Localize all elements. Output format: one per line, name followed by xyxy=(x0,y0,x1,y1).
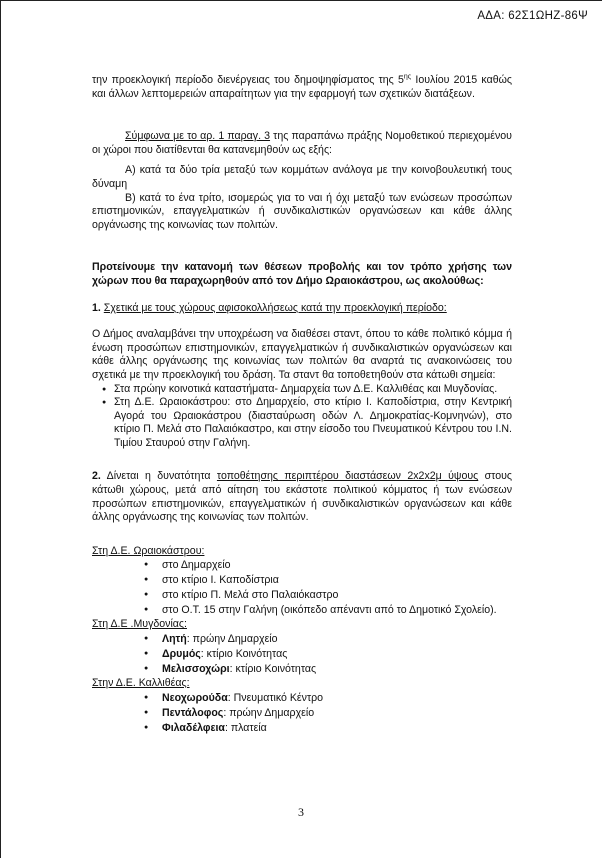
section1-body: Ο Δήμος αναλαμβάνει την υποχρέωση να διαθέσει σταντ, όπου το κάθε πολιτικό κόμμα ή ένωση προσώπων επιστημονικών, επαγγελματικών ή συνδικαλιστικών οργανώσεων και κάθε άλλης οργάνωσης της κοινωνίας των πολιτών θα αναρτά τις ανακοινώσεις του σχετικά με την προεκλογική του δράση. Τα σταντ θα τοποθετηθούν στα κάτωθι σημεία: xyxy=(92,328,512,381)
area-heading-oraiokastro: Στη Δ.Ε. Ωραιοκάστρου: xyxy=(92,544,205,557)
area-list-oraiokastro xyxy=(144,558,512,617)
option-b: Β) κατά το ένα τρίτο, ισομερώς για το ναι ή όχι μεταξύ των ενώσεων προσώπων επιστημονικών, επαγγελματικών ή συνδικαλιστικών οργανώσεων και κάθε άλλης οργάνωσης της κοινωνίας των πολιτών. xyxy=(92,191,512,231)
section2-paragraph: 2. Δίνεται η δυνατότητα τοποθέτησης περιπτέρου διαστάσεων 2x2x2μ ύψους στους κάτωθι χώρους, μετά από αίτηση του εκάστοτε πολιτικού κόμματος ή των ενώσεων προσώπων επιστημονικών, επαγγελματικών ή συνδικαλιστικών οργανώσεων και κάθε άλλης οργάνωσης της κοινωνίας των πολιτών. xyxy=(92,470,512,524)
list-item: ● στο Ο.Τ. 15 στην Γαλήνη (οικόπεδο απέναντι από το Δημοτικό Σχολείο). xyxy=(144,603,512,617)
area-list-kallithea xyxy=(144,691,512,735)
area-heading-kallithea: Στην Δ.Ε. Καλλιθέας: xyxy=(92,677,190,690)
page-number: 3 xyxy=(298,805,304,819)
area-heading-mygdonia: Στη Δ.Ε .Μυγδονίας: xyxy=(92,618,187,631)
list-item: ● Στα πρώην κοινοτικά καταστήματα- Δημαρχεία των Δ.Ε. Καλλιθέας και Μυγδονίας. xyxy=(100,383,512,397)
list-item: ● Μελισσοχώρι: κτίριο Κοινότητας xyxy=(144,662,512,676)
list-item: ● Λητή: πρώην Δημαρχείο xyxy=(144,632,512,646)
intro-paragraph: την προεκλογική περίοδο διενέργειας του δημοψηφίσματος της $5^{\eta\varsigma}$ Ιουλίου 2015 καθώς και άλλων λεπτομερειών απαραίτητων για την εφαρμογή των σχετικών διατάξεων. xyxy=(92,73,512,100)
document-body xyxy=(92,74,512,736)
list-item: ● στο Δημαρχείο xyxy=(144,558,512,572)
list-item: ● Νεοχωρούδα: Πνευματικό Κέντρο xyxy=(144,691,512,705)
proposal-heading: Προτείνουμε την κατανομή των θέσεων προβολής και τον τρόπο χρήσης των χώρων που θα παραχωρηθούν από τον Δήμο Ωραιοκάστρου, ως ακολούθως: xyxy=(92,261,512,287)
page-border-top xyxy=(0,0,602,1)
page-border-left xyxy=(0,0,1,858)
area-list-mygdonia xyxy=(144,632,512,676)
list-item: ● στο κτίριο Ι. Καποδίστρια xyxy=(144,573,512,587)
ada-identifier: ΑΔΑ: 62Σ1ΩΗΖ-86Ψ xyxy=(477,10,588,22)
list-item: ● Στη Δ.Ε. Ωραιοκάστρου: στο Δημαρχείο, στο κτίριο Ι. Καποδίστρια, στην Κεντρική Αγορά του Ωραιοκάστρου (διασταύρωση οδών Λ. Δημοκρατίας-Κομνηνών), στο κτίριο Π. Μελά στο Παλαιόκαστρο, και στην είσοδο του Πνευματικού Κέντρου του Ι.Ν. Τιμίου Σταυρού στην Γαλήνη. xyxy=(100,396,512,450)
option-a: Α) κατά τα δύο τρία μεταξύ των κομμάτων ανάλογα με την κοινοβουλευτική τους δύναμη xyxy=(92,164,512,190)
list-item: ● Δρυμός: κτίριο Κοινότητας xyxy=(144,647,512,661)
list-item: ● Πεντάλοφος: πρώην Δημαρχείο xyxy=(144,706,512,720)
list-item: ● στο κτίριο Π. Μελά στο Παλαιόκαστρο xyxy=(144,588,512,602)
section1-title: 1. Σχετικά με τους χώρους αφισοκολλήσεως κατά την προεκλογική περίοδο: xyxy=(92,301,447,314)
law-paragraph: Σύμφωνα με το αρ. 1 παραγ. 3 της παραπάνω πράξης Νομοθετικού περιεχομένου οι χώροι που διατίθενται θα κατανεμηθούν ως εξής: xyxy=(92,130,512,156)
section1-bullets xyxy=(92,383,512,451)
list-item: ● Φιλαδέλφεια: πλατεία xyxy=(144,721,512,735)
